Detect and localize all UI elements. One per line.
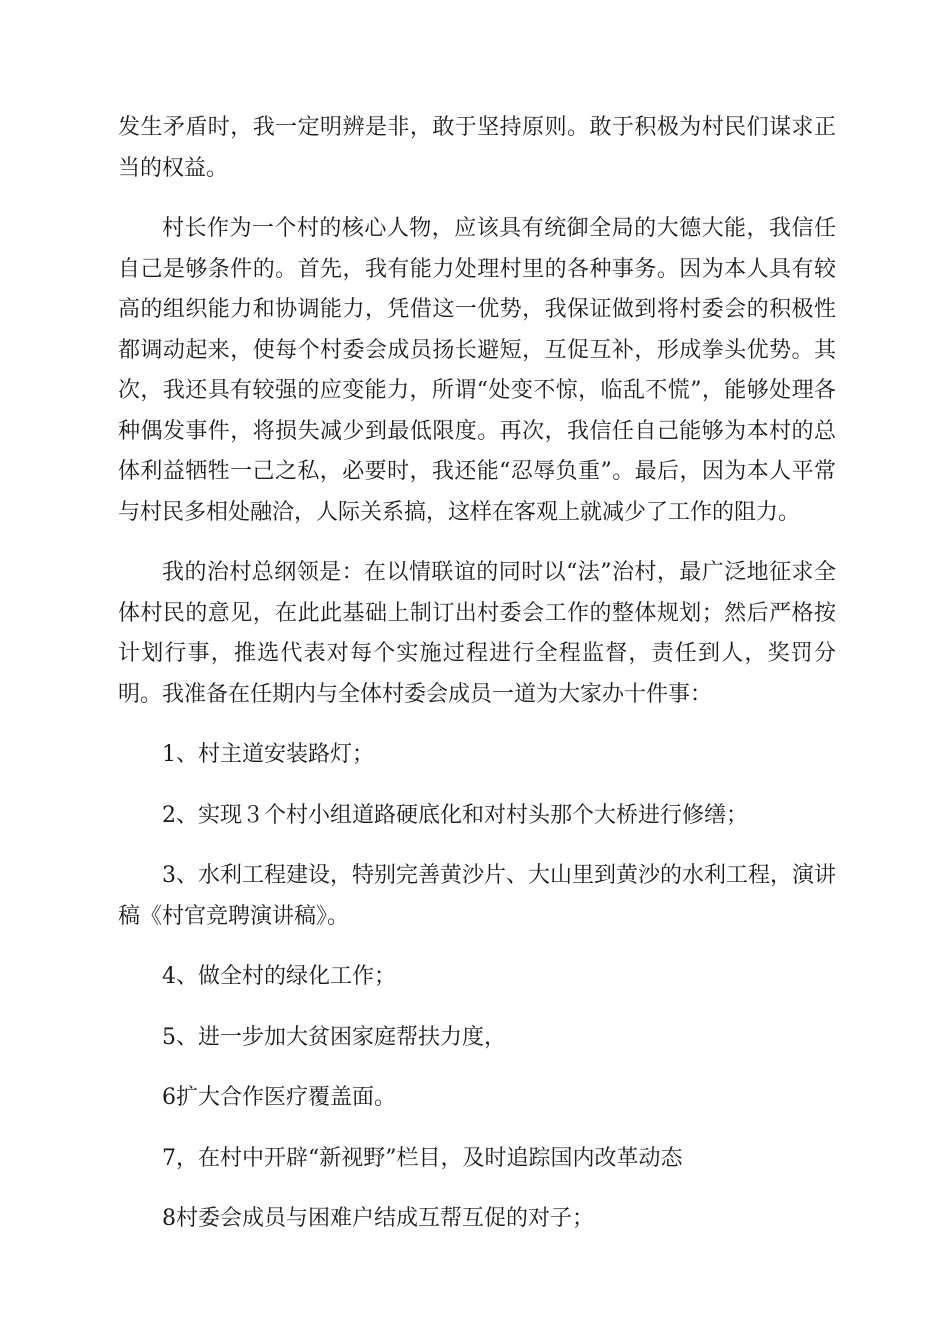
list-item: 2、实现３个村小组道路硬底化和对村头那个大桥进行修缮； bbox=[162, 802, 748, 828]
list-item: 4、做全村的绿化工作； bbox=[162, 964, 396, 989]
list-item: 6扩大合作医疗覆盖面。 bbox=[162, 1085, 396, 1110]
paragraph-qualification: 村长作为一个村的核心人物，应该具有统御全局的大德大能，我信任自己是够条件的。首先，我有能力处理村里的各种事务。因为本人具有较高的组织能力和协调能力，凭借这一优势，我保证做到将村委会的积极性都调动起来，使每个村委会成员扬长避短，互促互补，形成拳头优势。其次，我还具有较强的应变能力，所谓“处变不惊，临乱不慌”，能够处理各种偶发事件，将损失减少到最低限度。再次，我信任自己能够为本村的总体利益牺牲一己之私，必要时，我还能“忍辱负重”。最后，因为本人平常与村民多相处融洽，人际关系搞，这样在客观上就减少了工作的阻力。 bbox=[118, 216, 836, 525]
document-body bbox=[118, 108, 836, 1260]
list-item: 7，在村中开辟“新视野”栏目，及时追踪国内改革动态 bbox=[162, 1145, 683, 1171]
list-item: 8村委会成员与困难户结成互帮互促的对子； bbox=[162, 1206, 594, 1231]
list-item: 5、进一步加大贫困家庭帮扶力度， bbox=[162, 1024, 506, 1050]
paragraph-continuation: 发生矛盾时，我一定明辨是非，敢于坚持原则。敢于积极为村民们谋求正当的权益。 bbox=[118, 115, 836, 181]
paragraph-program: 我的治村总纲领是：在以情联谊的同时以“法”治村，最广泛地征求全体村民的意见，在此此基础上制订出村委会工作的整体规划；然后严格按计划行事，推选代表对每个实施过程进行全程监督，责任到人，奖罚分明。我准备在任期内与全体村委会成员一道为大家办十件事： bbox=[118, 560, 836, 707]
list-item: 1、村主道安装路灯； bbox=[162, 742, 374, 767]
list-item: 3、水利工程建设，特别完善黄沙片、大山里到黄沙的水利工程，演讲稿《村官竞聘演讲稿》。 bbox=[118, 863, 836, 929]
